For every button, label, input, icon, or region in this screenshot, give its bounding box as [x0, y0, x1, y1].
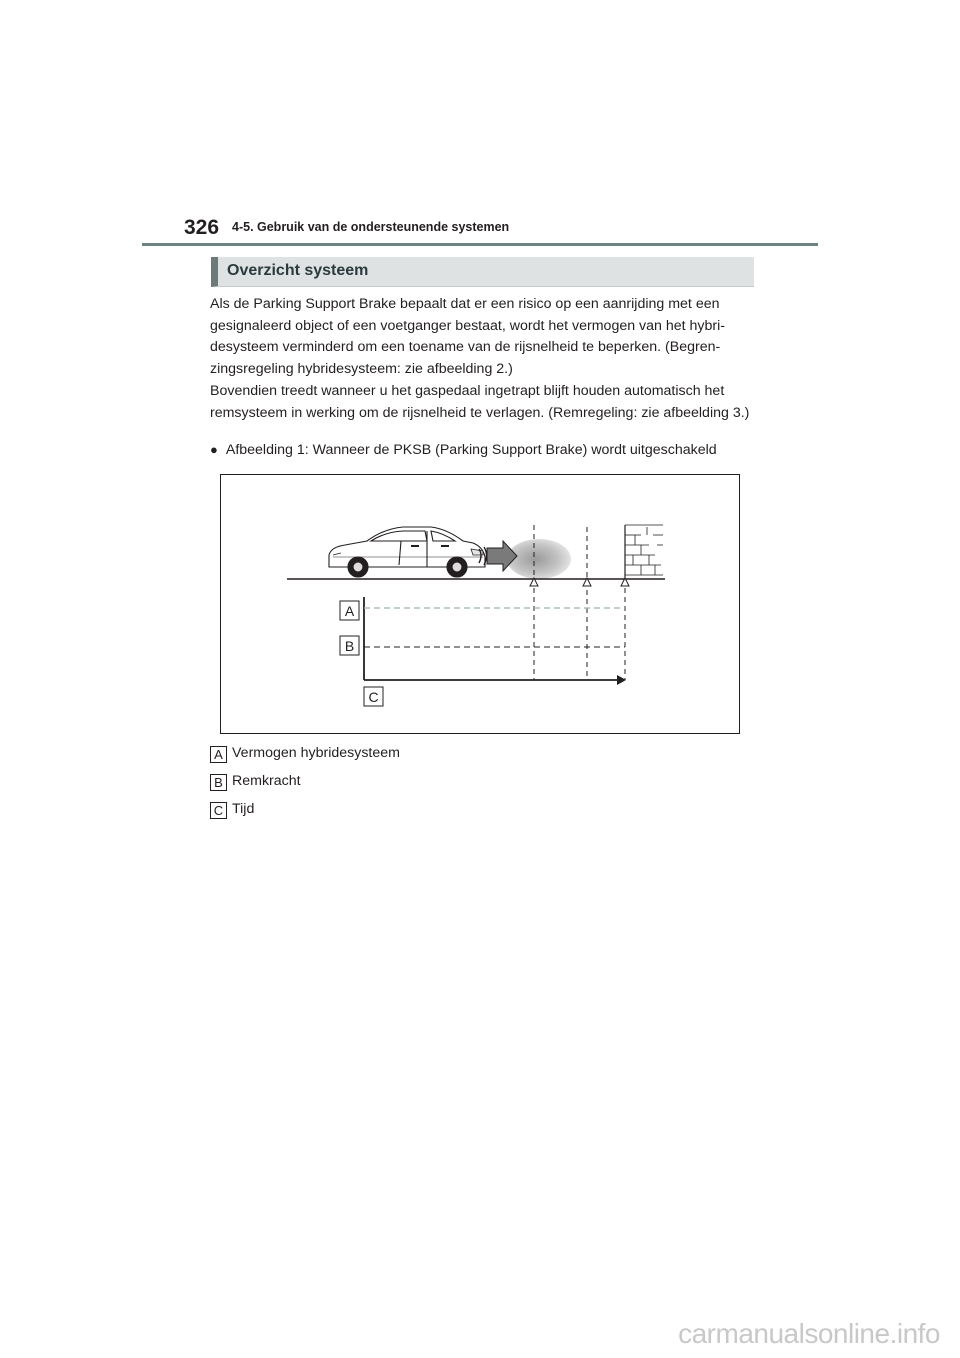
figure-pksb-off	[220, 474, 740, 734]
paragraph-2: Bovendien treedt wanneer u het gaspedaal ingetrapt blijft houden automatisch het remsysteem in werking om de rijsnelheid te verlagen. (Remregeling: zie afbeelding 3.)	[210, 382, 750, 421]
brick-wall	[625, 525, 663, 579]
label-a: A	[344, 603, 355, 619]
legend-key-c: C	[210, 802, 227, 819]
legend-item-c	[210, 799, 254, 819]
header-rule	[142, 243, 818, 246]
label-b: B	[344, 638, 355, 654]
legend-key-b: B	[210, 774, 227, 791]
bullet-item	[210, 440, 717, 460]
bullet-text: Afbeelding 1: Wanneer de PKSB (Parking Support Brake) wordt uitgeschakeld	[225, 442, 717, 458]
legend-item-b	[210, 771, 301, 791]
legend-text-c: Tijd	[232, 801, 255, 817]
legend-text-b: Remkracht	[232, 773, 301, 789]
legend-text-a: Vermogen hybridesysteem	[232, 745, 400, 761]
section-heading-text: Overzicht systeem	[227, 262, 369, 279]
legend-item-a	[210, 743, 400, 763]
time-arrow-icon	[617, 675, 626, 685]
car-illustration	[329, 527, 487, 577]
watermark: carmanualsonline.info	[678, 1318, 940, 1349]
page-number: 326	[184, 216, 220, 239]
chapter-title: 4-5. Gebruik van de ondersteunende systemen	[232, 220, 510, 234]
section-heading	[211, 257, 754, 287]
figure-illustration	[221, 475, 741, 735]
bullet-dot-icon: ●	[210, 442, 218, 457]
body-text	[210, 294, 755, 424]
sensor-detection-area	[507, 539, 571, 579]
label-c: C	[368, 689, 379, 705]
legend-key-a: A	[210, 746, 227, 763]
paragraph-1: Als de Parking Support Brake bepaalt dat er een risico op een aanrijding met een gesignaleerd object of een voetganger bestaat, wordt het vermogen van het hybri-desysteem verminderd om een toename van de rijsnelheid te beperken. (Begren-zingsregeling hybridesysteem: zie afbeelding 2.)	[210, 296, 726, 378]
